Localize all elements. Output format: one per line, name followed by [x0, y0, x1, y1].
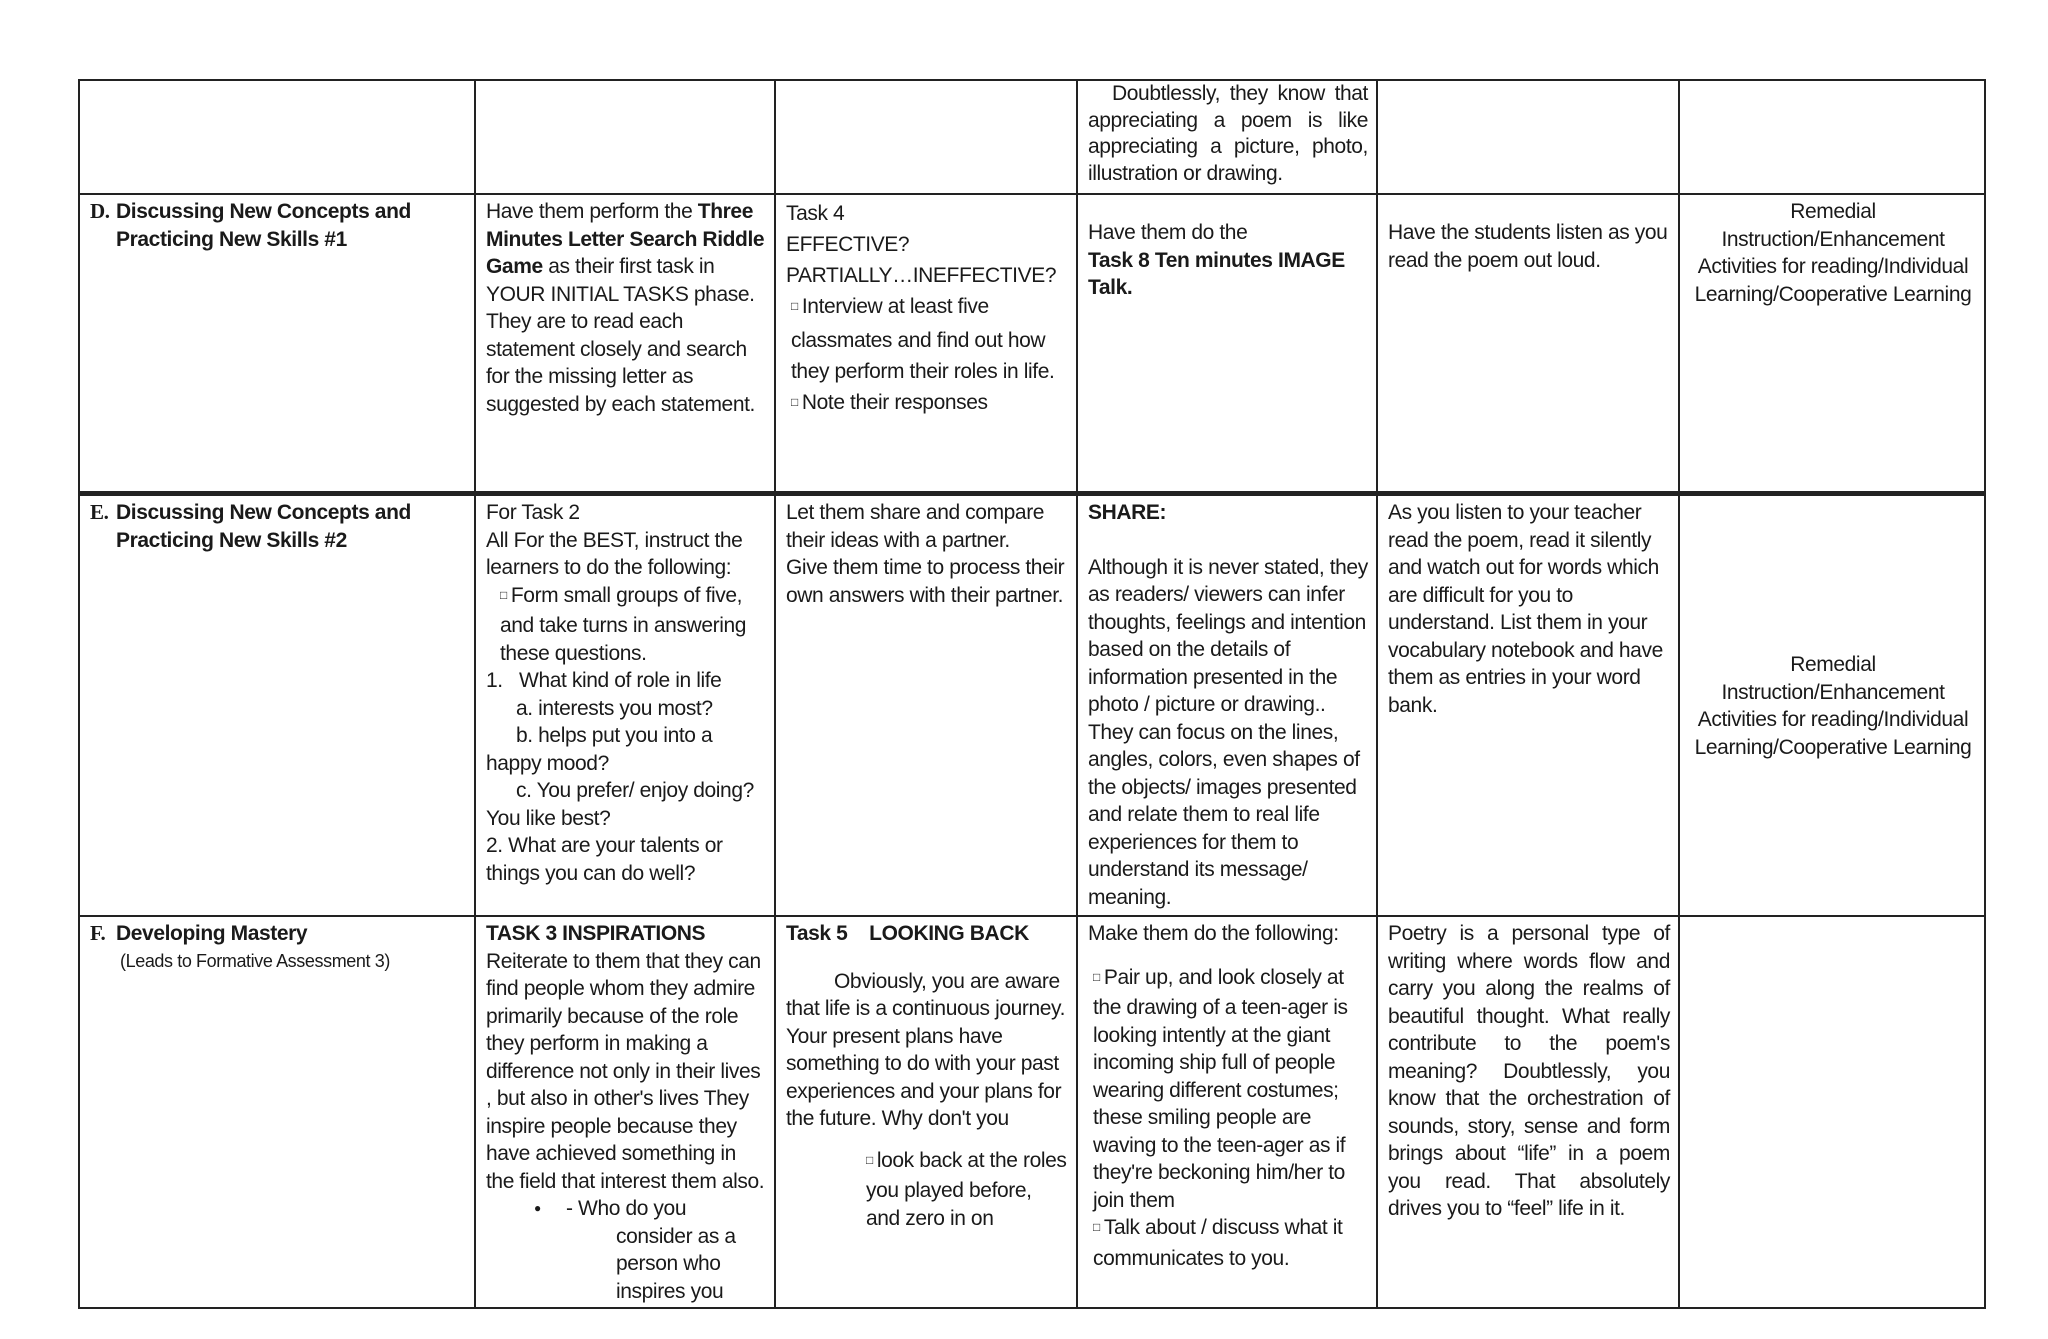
table-cell — [1679, 916, 1985, 1308]
row-letter: E. — [90, 500, 109, 524]
bullet-item: □ look back at the roles you played before, and zero in on — [786, 1147, 1068, 1233]
bullet-item: □ Form small groups of five, and take turns in answering these questions. — [486, 582, 766, 668]
cell-text: Although it is never stated, they as readers/ viewers can infer thoughts, feelings and intention based on the details of information presented in the photo / picture or drawing.. They can focus on the lines, angles, colors, even shapes of the objects/ images presented and relate them to real life experiences for them to understand its message/ meaning. — [1088, 555, 1374, 909]
question-line: b. helps put you into a — [516, 724, 713, 747]
table-cell — [1377, 80, 1679, 194]
row-letter: F. — [90, 921, 106, 945]
row-title: Discussing New Concepts and — [116, 200, 411, 223]
cell-line: Let them share and compare their ideas with a partner. — [786, 501, 1050, 552]
table-cell — [1377, 194, 1679, 494]
table-cell — [1679, 80, 1985, 194]
cell-bold-text: Three Minutes Letter Search Riddle Game — [486, 200, 765, 278]
cell-heading: SHARE: — [1088, 501, 1167, 524]
remedial-text: Remedial Instruction/Enhancement Activities for reading/Individual Learning/Cooperative Learning — [1694, 200, 1974, 306]
cell-text: Reiterate to them that they can find people whom they admire primarily because of the role they perform in making a difference not only in their lives , but also in other's lives They inspire people because they have achieved something in the field that interest them also. — [486, 949, 767, 1193]
row-title-cont: Practicing New Skills #1 — [116, 227, 347, 251]
cell-heading: Task 5 LOOKING BACK — [786, 922, 1029, 945]
row-label-cell — [79, 916, 475, 1308]
table-cell — [775, 80, 1077, 194]
cell-text: Doubtlessly, they know that appreciating a poem is like appreciating a picture, photo, illustration or drawing. — [1088, 82, 1374, 185]
cell-text: As you listen to your teacher read the poem, read it silently and watch out for words which are difficult for you to understand. List them in your vocabulary notebook and have them as entries in your word bank. — [1388, 501, 1669, 717]
spacer — [1088, 948, 1368, 964]
table-cell — [1679, 194, 1985, 494]
row-title: Discussing New Concepts and — [116, 501, 411, 524]
cell-line: EFFECTIVE? — [786, 233, 910, 256]
cell-bold-text: Task 8 Ten minutes IMAGE Talk. — [1088, 248, 1351, 299]
row-label-cell — [79, 194, 475, 494]
row-title-cont: Practicing New Skills #2 — [116, 528, 347, 552]
question-line: 2. What are your talents or things you can do well? — [486, 834, 729, 885]
lesson-plan-table — [78, 79, 1986, 1309]
list-item — [486, 1195, 766, 1305]
row-label-cell — [79, 494, 475, 917]
row-letter: D. — [90, 199, 110, 223]
question-line: 1. What kind of role in life — [486, 669, 722, 692]
cell-line: Make them do the following: — [1088, 922, 1339, 945]
table-cell — [775, 494, 1077, 917]
bullet-item: □ Pair up, and look closely at the drawing of a teen-ager is looking intently at the giant incoming ship full of people wearing different costumes; these smiling people are waving to the teen-ager as if they're beckoning him/her to join them — [1088, 964, 1368, 1215]
list-dash-text: ● - Who do you — [566, 1197, 687, 1220]
spacer — [1088, 527, 1368, 554]
cell-line: PARTIALLY…INEFFECTIVE? — [786, 264, 1057, 287]
cell-line: All For the BEST, instruct the learners to do the following: — [486, 528, 748, 579]
table-cell — [1077, 916, 1377, 1308]
table-cell — [1377, 494, 1679, 917]
table-cell — [475, 916, 775, 1308]
table-row — [79, 194, 1985, 494]
cell-line: Give them time to process their own answers with their partner. — [786, 556, 1070, 607]
table-cell — [775, 194, 1077, 494]
bullet-item: □ Talk about / discuss what it communicates to you. — [1088, 1214, 1368, 1272]
table-cell — [1077, 80, 1377, 194]
table-cell — [775, 916, 1077, 1308]
table-cell — [475, 194, 775, 494]
cell-text: Obviously, you are aware that life is a continuous journey. Your present plans have something to do with your past experiences and your plans for the future. Why don't you — [786, 969, 1071, 1130]
table-row — [79, 494, 1985, 917]
question-line: happy mood? — [486, 751, 609, 775]
table-row — [79, 80, 1985, 194]
spacer — [786, 1133, 1068, 1147]
list-cont-text: consider as a person who inspires you — [616, 1224, 736, 1303]
table-cell — [1377, 916, 1679, 1308]
table-cell — [1077, 194, 1377, 494]
remedial-text: Remedial Instruction/Enhancement Activities for reading/Individual Learning/Cooperative Learning — [1694, 653, 1974, 759]
table-row — [79, 916, 1985, 1308]
spacer — [786, 948, 1068, 968]
bullet-item: □ Note their responses — [786, 387, 1068, 421]
cell-text: as their first task in YOUR INITIAL TASKS phase. They are to read each statement closely and search for the missing letter as suggested by each statement. — [486, 255, 755, 416]
bullet-item: □ Interview at least five classmates and find out how they perform their roles in life. — [786, 291, 1068, 387]
cell-line: Task 4 — [786, 202, 845, 225]
cell-text: Have the students listen as you read the poem out loud. — [1388, 221, 1673, 272]
table-cell — [475, 494, 775, 917]
cell-heading: TASK 3 INSPIRATIONS — [486, 922, 706, 945]
cell-line: Have them do the — [1088, 221, 1248, 244]
row-title: Developing Mastery — [116, 922, 308, 945]
table-cell — [1077, 494, 1377, 917]
row-subtitle: (Leads to Formative Assessment 3) — [120, 950, 390, 971]
question-line: c. You prefer/ enjoy doing? — [516, 779, 754, 802]
cell-line: For Task 2 — [486, 501, 580, 524]
question-line: You like best? — [486, 806, 611, 830]
cell-text: Have them perform the — [486, 200, 698, 223]
question-line: a. interests you most? — [516, 696, 713, 720]
table-cell — [1679, 494, 1985, 917]
cell-text: Poetry is a personal type of writing where words flow and carry you along the realms of beautiful thought. What really contribute to the poem's meaning? Doubtlessly, you know that the orchestration of sounds, story, sense and form brings about “life” in a poem you read. That absolutely drives you to “feel” life in it. — [1388, 922, 1676, 1220]
table-cell — [475, 80, 775, 194]
row-label-cell — [79, 80, 475, 194]
